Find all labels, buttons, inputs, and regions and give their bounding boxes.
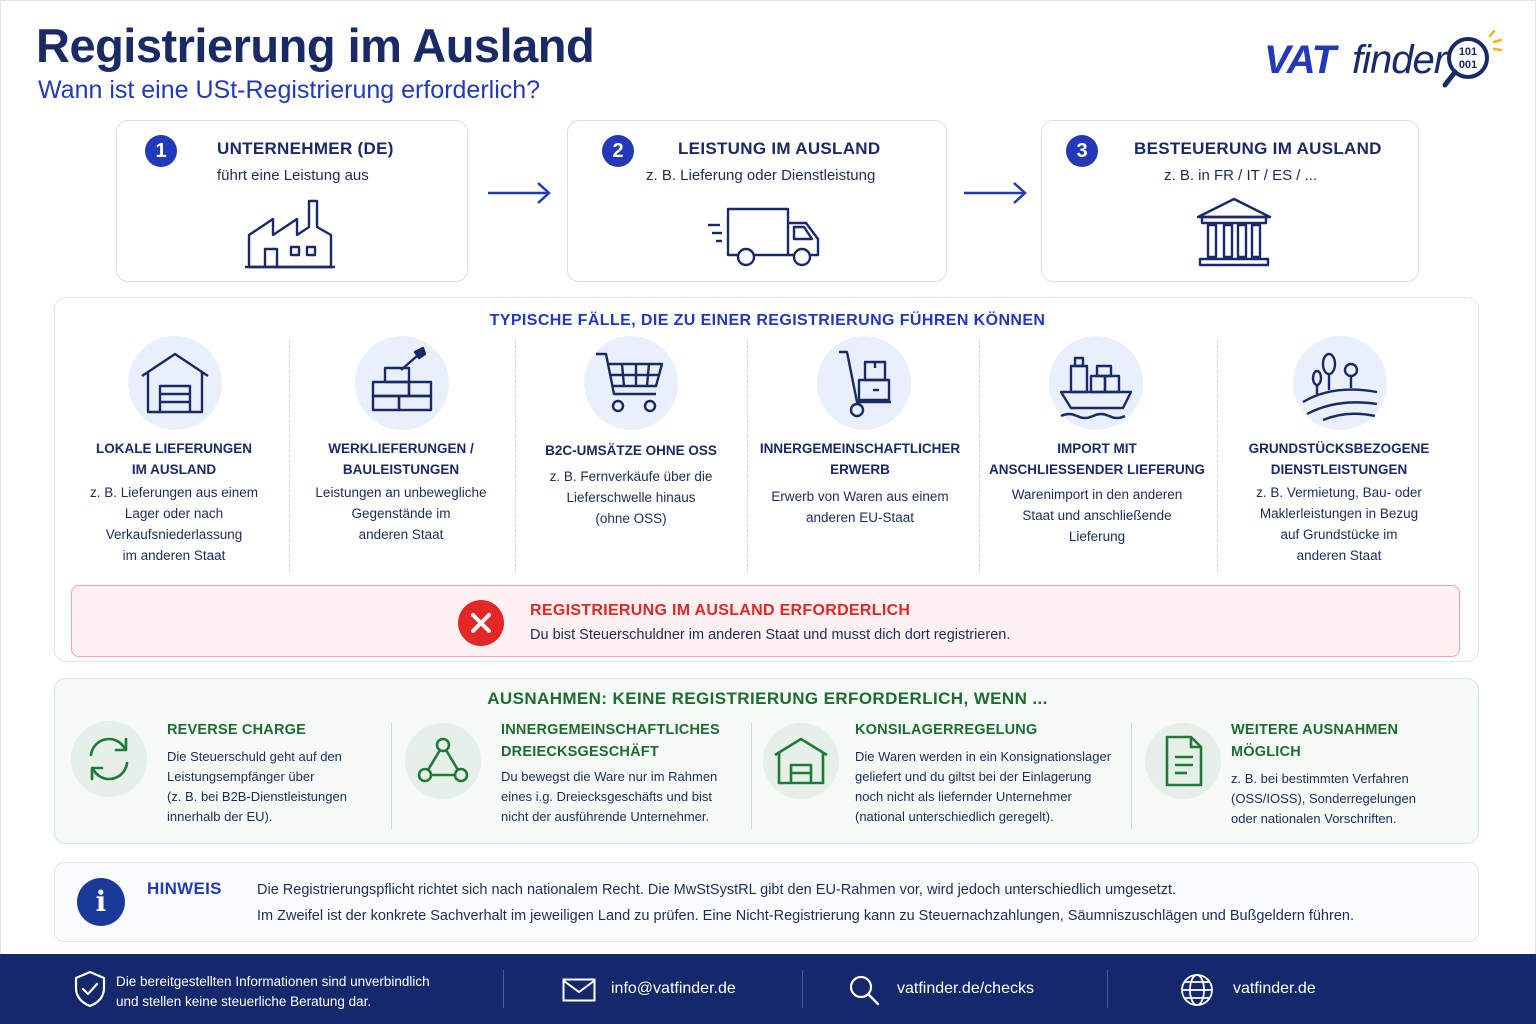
case-real-estate [1227, 336, 1451, 568]
hint-title: HINWEIS [147, 879, 222, 898]
exception-description: z. B. bei bestimmten Verfahren (OSS/IOSS), Sonderregelungen oder nationalen Vorschriften. [1231, 771, 1416, 826]
exception-title: KONSILAGERREGELUNG [855, 722, 1038, 738]
warehouse-icon [128, 336, 222, 430]
footer-checks-link[interactable]: vatfinder.de/checks [897, 980, 1034, 997]
case-divider [1217, 340, 1218, 572]
step-title: UNTERNEHMER (DE) [217, 139, 394, 158]
hint-line-1: Die Registrierungspflicht richtet sich nach nationalem Recht. Die MwStSystRL gibt den EU-Rahmen vor, wird jedoch unterschiedlich umgesetzt. [257, 882, 1177, 898]
step-title: LEISTUNG IM AUSLAND [678, 139, 881, 158]
exception-icon-circle [405, 723, 481, 799]
globe-icon [1180, 973, 1214, 1007]
shield-check-icon [74, 970, 106, 1008]
factory-icon [243, 195, 337, 271]
exception-icon-circle [1145, 723, 1221, 799]
exception-description: Die Steuerschuld geht auf den Leistungsempfänger über (z. B. bei B2B-Dienstleistungen innerhalb der EU). [167, 749, 347, 824]
footer-separator [503, 970, 504, 1008]
search-icon [848, 974, 880, 1006]
step-number: 3 [1066, 135, 1098, 167]
case-divider [515, 340, 516, 572]
hint-box [54, 862, 1479, 942]
step-card-1 [116, 120, 468, 282]
step-title: BESTEUERUNG IM AUSLAND [1134, 139, 1382, 158]
exception-divider [391, 723, 392, 829]
step-number: 2 [602, 135, 634, 167]
step-card-3 [1041, 120, 1419, 282]
alert-title: REGISTRIERUNG IM AUSLAND ERFORDERLICH [530, 602, 911, 619]
exception-consignment [763, 719, 1133, 839]
triangle-network-icon [405, 723, 481, 799]
case-description: z. B. Vermietung, Bau- oder Maklerleistungen in Bezug auf Grundstücke im anderen Staat [1256, 485, 1422, 563]
exception-title: INNERGEMEINSCHAFTLICHES DREIECKSGESCHÄFT [501, 722, 720, 760]
case-icon-circle [584, 336, 678, 430]
exception-triangular [405, 719, 755, 839]
exception-further [1145, 719, 1465, 839]
case-icon-circle [128, 336, 222, 430]
logo-finder-text: finder [1352, 38, 1447, 82]
exceptions-panel [54, 678, 1479, 844]
magnifier-icon [1440, 30, 1504, 94]
registration-required-alert [71, 585, 1460, 657]
page-title: Registrierung im Ausland [36, 19, 595, 72]
step-subtitle: führt eine Leistung aus [217, 167, 369, 184]
land-icon [1293, 336, 1387, 430]
exception-title: WEITERE AUSNAHMEN MÖGLICH [1231, 722, 1399, 760]
case-intra-community [751, 336, 969, 568]
logo-vat-text: VAT [1264, 38, 1336, 82]
bank-icon [1194, 195, 1274, 271]
step-subtitle: z. B. Lieferung oder Dienstleistung [646, 167, 876, 184]
case-title: LOKALE LIEFERUNGEN IM AUSLAND [95, 441, 252, 477]
ship-icon [1049, 336, 1143, 430]
exceptions-title: AUSNAHMEN: KEINE REGISTRIERUNG ERFORDERLICH, WENN ... [487, 689, 1048, 708]
alert-text: Du bist Steuerschuldner im anderen Staat und musst dich dort registrieren. [530, 627, 1011, 643]
mail-icon [562, 978, 596, 1002]
cart-icon [584, 336, 678, 430]
exception-description: Die Waren werden in ein Konsignationslager geliefert und du giltst bei der Einlagerung noch nicht als liefernder Unternehmer (national unterschiedlich geregelt). [855, 749, 1112, 824]
exception-icon-circle [763, 723, 839, 799]
exception-description: Du bewegst die Ware nur im Rahmen eines i.g. Dreiecksgeschäfts und bist nicht der ausführende Unternehmer. [501, 769, 718, 824]
case-icon-circle [817, 336, 911, 430]
case-divider [289, 340, 290, 572]
footer-web-link[interactable]: vatfinder.de [1233, 980, 1316, 997]
case-description: Warenimport in den anderen Staat und anschließende Lieferung [1011, 487, 1183, 544]
footer-email-link[interactable]: info@vatfinder.de [611, 980, 736, 997]
case-description: z. B. Fernverkäufe über die Lieferschwelle hinaus (ohne OSS) [549, 469, 713, 526]
case-icon-circle [1293, 336, 1387, 430]
case-title: B2C-UMSÄTZE OHNE OSS [545, 443, 717, 458]
step-number: 1 [145, 135, 177, 167]
hand-truck-icon [817, 336, 911, 430]
footer [0, 954, 1536, 1024]
case-divider [747, 340, 748, 572]
document-icon [1145, 723, 1221, 799]
case-local-deliveries [71, 336, 277, 568]
case-title: GRUNDSTÜCKSBEZOGENE DIENSTLEISTUNGEN [1248, 441, 1430, 477]
exception-title: REVERSE CHARGE [167, 722, 306, 738]
case-title: WERKLIEFERUNGEN / BAULEISTUNGEN [328, 441, 474, 477]
footer-separator [1107, 970, 1108, 1008]
truck-icon [706, 205, 822, 269]
footer-disclaimer: Die bereitgestellten Informationen sind unverbindlich und stellen keine steuerliche Beratung dar. [116, 974, 430, 1009]
cases-title: TYPISCHE FÄLLE, DIE ZU EINER REGISTRIERUNG FÜHREN KÖNNEN [489, 312, 1046, 329]
case-description: Erwerb von Waren aus einem anderen EU-Staat [771, 489, 949, 525]
case-description: Leistungen an unbewegliche Gegenstände im anderen Staat [315, 485, 487, 542]
step-subtitle: z. B. in FR / IT / ES / ... [1164, 167, 1318, 184]
logo-digits-bottom: 001 [1458, 59, 1478, 71]
info-icon: i [77, 878, 125, 926]
exception-reverse-charge [71, 719, 381, 839]
arrow-right-icon [486, 178, 552, 208]
exception-divider [751, 723, 752, 829]
case-construction [295, 336, 507, 568]
hint-line-2: Im Zweifel ist der konkrete Sachverhalt im jeweiligen Land zu prüfen. Eine Nicht-Registrierung kann zu Steuernachzahlungen, Säumniszuschlägen und Bußgeldern führen. [257, 908, 1354, 924]
case-b2c-sales [521, 336, 741, 568]
exception-icon-circle [71, 721, 147, 797]
warehouse-icon [763, 723, 839, 799]
arrow-right-icon [962, 178, 1028, 208]
exception-divider [1131, 723, 1132, 829]
step-card-2 [567, 120, 947, 282]
case-icon-circle [355, 336, 449, 430]
cycle-arrows-icon [71, 721, 147, 797]
typical-cases-panel [54, 297, 1479, 662]
case-icon-circle [1049, 336, 1143, 430]
page-subtitle: Wann ist eine USt-Registrierung erforderlich? [38, 76, 541, 104]
bricks-icon [355, 336, 449, 430]
error-icon [458, 600, 504, 646]
case-import [983, 336, 1211, 568]
footer-separator [802, 970, 803, 1008]
case-divider [979, 340, 980, 572]
vatfinder-logo[interactable] [1264, 30, 1504, 94]
logo-digits-top: 101 [1458, 46, 1478, 58]
case-title: IMPORT MIT ANSCHLIESSENDER LIEFERUNG [988, 441, 1206, 477]
case-description: z. B. Lieferungen aus einem Lager oder nach Verkaufsniederlassung im anderen Staat [89, 485, 259, 563]
case-title: INNERGEMEINSCHAFTLICHER ERWERB [759, 441, 961, 477]
